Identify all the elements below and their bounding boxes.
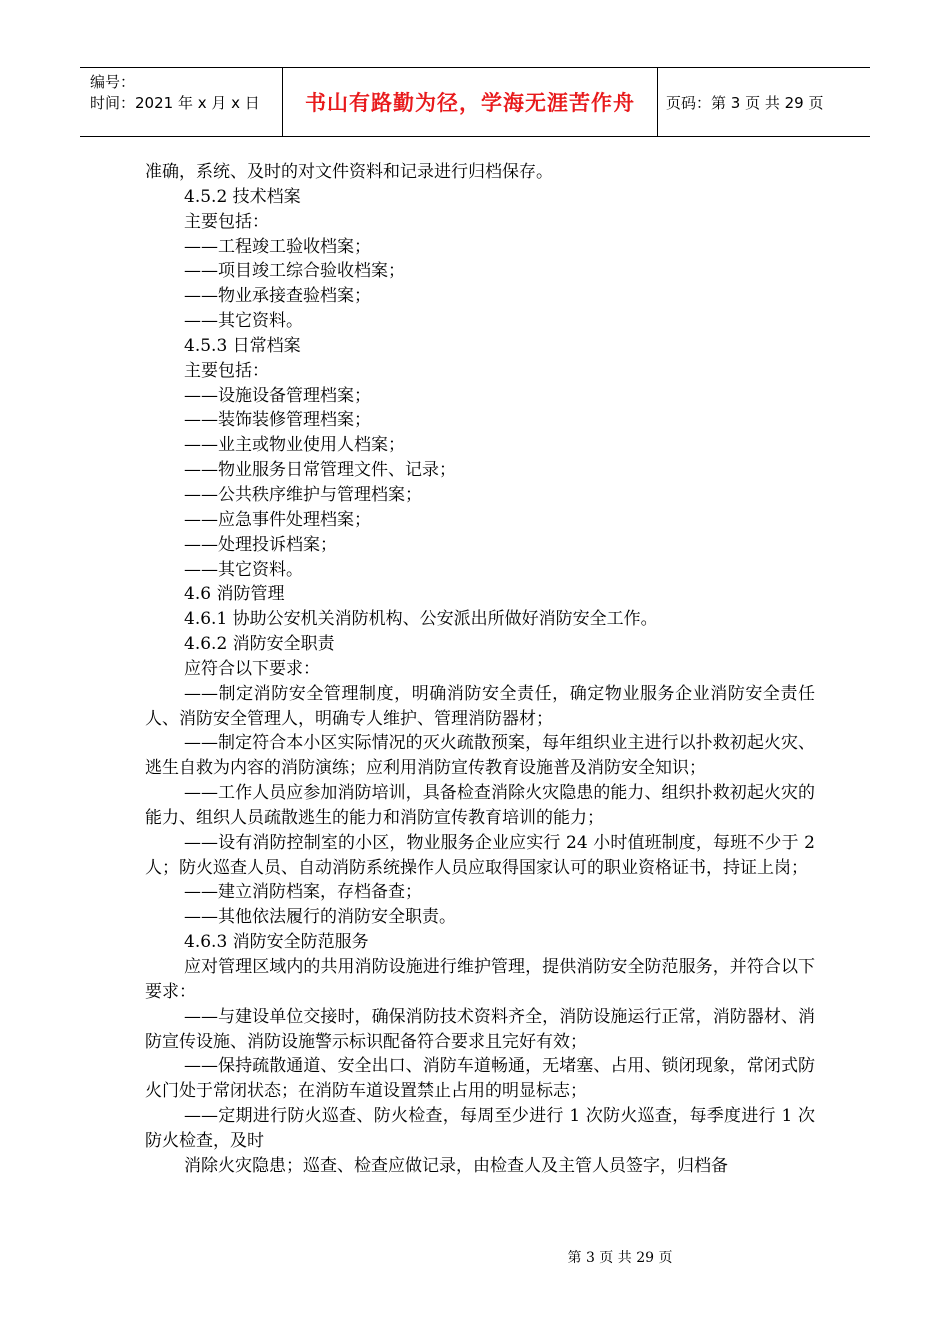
body-paragraph: ——项目竣工综合验收档案； (184, 261, 405, 282)
body-paragraph: ——装饰装修管理档案； (184, 410, 371, 431)
body-paragraph: 准确，系统、及时的对文件资料和记录进行归档保存。 (145, 162, 553, 182)
body-paragraph: 主要包括： (184, 211, 269, 232)
body-paragraph: ——定期进行防火巡查、防火检查，每周至少进行 1 次防火巡查，每季度进行 1 次防火检查，及时 (145, 1106, 815, 1151)
header-page-cell (658, 68, 870, 136)
document-date-label: 时间：2021 年 x 月 x 日 (90, 94, 260, 112)
body-paragraph: ——制定消防安全管理制度，明确消防安全责任，确定物业服务企业消防安全责任人、消防安全管理人，明确专人维护、管理消防器材； (145, 683, 815, 729)
body-paragraph: ——与建设单位交接时，确保消防技术资料齐全，消防设施运行正常，消防器材、消防宣传设施、消防设施警示标识配备符合要求且完好有效； (145, 1006, 815, 1052)
body-paragraph: ——处理投诉档案； (184, 534, 337, 555)
body-paragraph: ——公共秩序维护与管理档案； (184, 484, 422, 505)
body-paragraph: ——设施设备管理档案； (184, 385, 371, 406)
document-body (145, 160, 815, 1179)
body-paragraph: 消除火灾隐患；巡查、检查应做记录，由检查人及主管人员签字，归档备 (184, 1155, 728, 1176)
body-paragraph: 应符合以下要求： (184, 658, 320, 679)
header-motto: 书山有路勤为径，学海无涯苦作舟 (305, 91, 635, 115)
body-paragraph: ——其它资料。 (184, 311, 303, 332)
body-paragraph: ——工作人员应参加消防培训，具备检查消除火灾隐患的能力、组织扑救初起火灾的能力、组织人员疏散逃生的能力和消防宣传教育培训的能力； (145, 783, 815, 828)
document-number-label: 编号： (90, 73, 136, 91)
body-paragraph: 4.5.3 日常档案 (184, 335, 301, 356)
body-paragraph: ——其他依法履行的消防安全职责。 (184, 907, 456, 928)
header-motto-cell (283, 68, 658, 136)
body-paragraph: ——制定符合本小区实际情况的灭火疏散预案，每年组织业主进行以扑救初起火灾、逃生自救为内容的消防演练；应利用消防宣传教育设施普及消防安全知识； (145, 733, 815, 779)
body-paragraph: ——设有消防控制室的小区，物业服务企业应实行 24 小时值班制度，每班不少于 2 人；防火巡查人员、自动消防系统操作人员应取得国家认可的职业资格证书，持证上岗； (145, 832, 815, 878)
body-paragraph: 4.6 消防管理 (184, 584, 285, 605)
body-paragraph: ——物业服务日常管理文件、记录； (184, 460, 456, 481)
body-paragraph: 应对管理区域内的共用消防设施进行维护管理，提供消防安全防范服务，并符合以下要求： (145, 957, 815, 1002)
page-header (80, 67, 870, 137)
body-paragraph: 4.6.3 消防安全防范服务 (184, 932, 369, 953)
body-paragraph: 4.6.1 协助公安机关消防机构、公安派出所做好消防安全工作。 (184, 609, 658, 630)
body-paragraph: ——工程竣工验收档案； (184, 236, 371, 257)
body-paragraph: 4.5.2 技术档案 (184, 186, 301, 207)
body-paragraph: 主要包括： (184, 360, 269, 381)
body-paragraph: ——应急事件处理档案； (184, 509, 371, 530)
header-meta (80, 68, 283, 136)
body-paragraph: 4.6.2 消防安全职责 (184, 634, 335, 655)
body-paragraph: ——建立消防档案，存档备查； (184, 882, 422, 903)
body-paragraph: ——业主或物业使用人档案； (184, 435, 405, 456)
body-paragraph: ——物业承接查验档案； (184, 286, 371, 307)
body-paragraph: ——其它资料。 (184, 559, 303, 580)
body-paragraph: ——保持疏散通道、安全出口、消防车道畅通，无堵塞、占用、锁闭现象，常闭式防火门处于常闭状态；在消防车道设置禁止占用的明显标志； (145, 1056, 815, 1102)
page-footer: 第 3 页 共 29 页 (567, 1250, 673, 1266)
header-page-number: 页码：第 3 页 共 29 页 (666, 93, 824, 112)
